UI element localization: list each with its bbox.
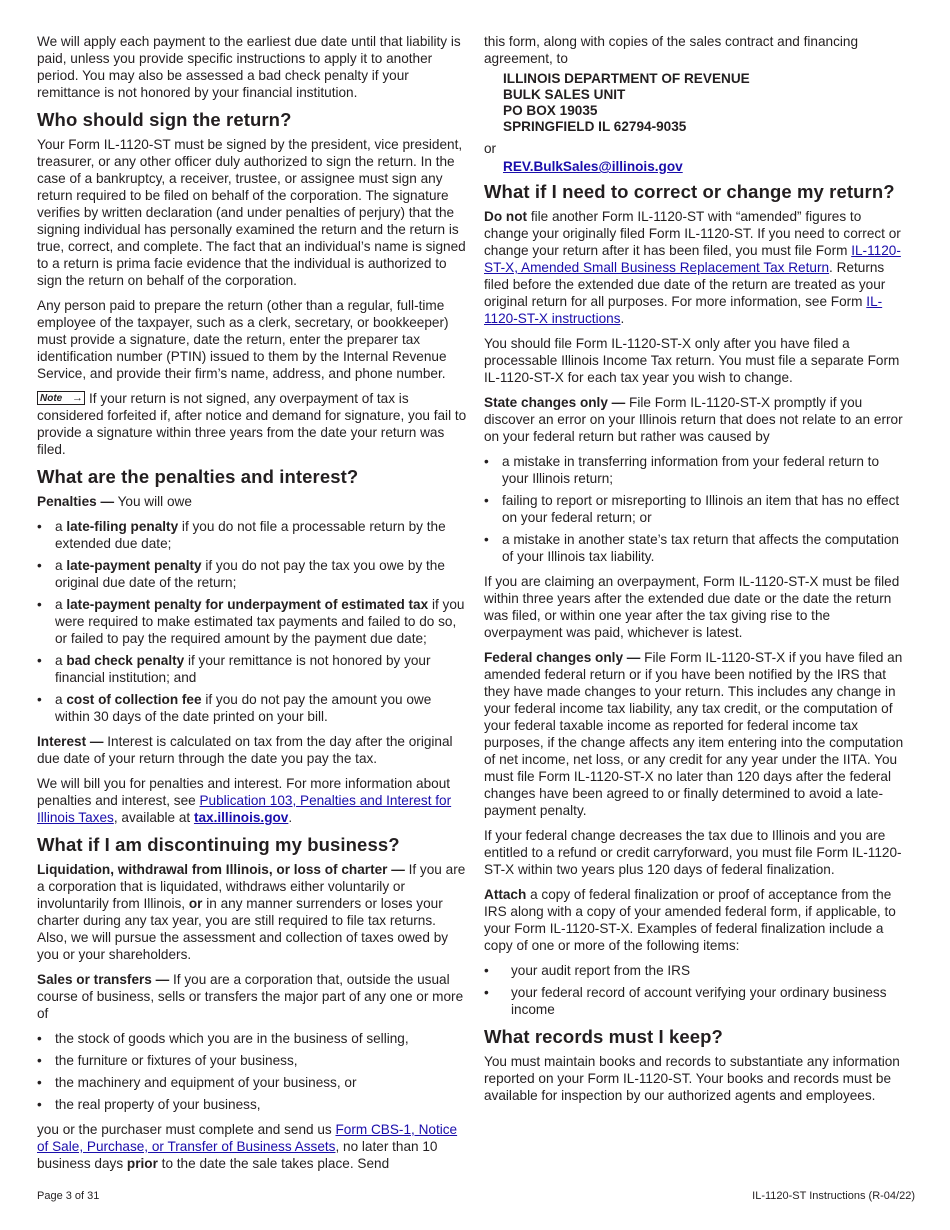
list-item: • a late-payment penalty for underpayment of estimated tax if you were required to make estimated tax payments and failed to do so, or failed to pay the required amount by the payment due date;: [37, 596, 467, 647]
list-item: • your audit report from the IRS: [484, 962, 909, 979]
liquidation-label: Liquidation, withdrawal from Illinois, or loss of charter —: [37, 862, 405, 877]
penalties-label: Penalties —: [37, 494, 115, 509]
left-column: [37, 33, 467, 1180]
list-item: • the furniture or fixtures of your business,: [37, 1052, 467, 1069]
address-line: SPRINGFIELD IL 62794-9035: [503, 119, 687, 134]
federal-changes-label: Federal changes only —: [484, 650, 641, 665]
list-item: • the stock of goods which you are in the business of selling,: [37, 1030, 467, 1047]
list-item: • a bad check penalty if your remittance is not honored by your financial institution; and: [37, 652, 467, 686]
correct-paragraph-1: Do not file another Form IL-1120-ST with “amended” figures to change your originally filed Form IL-1120-ST. If you need to correct or change your return after it has been filed, you must file Form IL-1120-ST-X, Amended Small Business Replacement Tax Return. Returns filed before the extended due date of the return are treated as your original return for all purposes. For more information, see Form IL-1120-ST-X instructions.: [484, 209, 901, 326]
attach-paragraph: Attach a copy of federal finalization or proof of acceptance from the IRS along with a copy of your amended federal form, if applicable, to your Form IL-1120-ST-X. Examples of federal finalization include a copy of one or more of the following items:: [484, 887, 896, 953]
federal-changes-paragraph: Federal changes only — File Form IL-1120-ST-X if you have filed an amended federal return or if you have been notified by the IRS that they have made changes to your return. This includes any change in your federal income tax liability, any tax credit, or the computation of your federal taxable income as reported for federal income tax purposes, if the change affects any item entering into the computation of net income, net loss, or any credit for any year under the IITA. You must file Form IL-1120-ST-X no later than 120 days after the federal changes have been agreed to or finally determined to avoid a late-payment penalty.: [484, 650, 904, 818]
email-row: [503, 158, 909, 175]
interest-label: Interest —: [37, 734, 104, 749]
sign-note: [37, 390, 467, 458]
or-text: or: [484, 141, 497, 156]
list-item: • a late-payment penalty if you do not pay the tax you owe by the original due date of the return;: [37, 557, 467, 591]
send-paragraph: you or the purchaser must complete and send us Form CBS-1, Notice of Sale, Purchase, or Transfer of Business Assets, no later than 10 business days prior to the date the sale takes place. Send: [37, 1122, 458, 1171]
penalties-list: [37, 518, 467, 725]
form-cbs-1-link[interactable]: Form CBS-1, Notice of Sale, Purchase, or Transfer of Business Assets: [37, 1122, 458, 1154]
address-line: BULK SALES UNIT: [503, 87, 626, 102]
list-item: • your federal record of account verifying your ordinary business income: [484, 984, 909, 1018]
bulk-sales-email-link[interactable]: REV.BulkSales@illinois.gov: [503, 159, 683, 174]
state-changes-label: State changes only —: [484, 395, 626, 410]
list-item: • the machinery and equipment of your business, or: [37, 1074, 467, 1091]
address-line: ILLINOIS DEPARTMENT OF REVENUE: [503, 71, 750, 86]
heading-who-should-sign: Who should sign the return?: [37, 109, 292, 130]
mailing-address: [503, 71, 909, 135]
state-changes-paragraph: State changes only — File Form IL-1120-ST-X promptly if you discover an error on your Illinois return that does not relate to an error on your federal return but rather was caused by: [484, 395, 903, 444]
penalties-lead-text: You will owe: [114, 494, 192, 509]
list-item: • failing to report or misreporting to Illinois an item that has no effect on your federal return; or: [484, 492, 909, 526]
heading-records: What records must I keep?: [484, 1026, 723, 1047]
billing-paragraph: We will bill you for penalties and interest. For more information about penalties and interest, see Publication 103, Penalties and Interest for Illinois Taxes, available at tax.illinois.gov.: [37, 776, 452, 825]
sales-paragraph: Sales or transfers — If you are a corporation that, outside the usual course of business, sells or transfers the major part of any one or more of: [37, 972, 464, 1021]
liquidation-paragraph: Liquidation, withdrawal from Illinois, or loss of charter — If you are a corporation that is liquidated, withdraws either voluntarily or involuntarily from Illinois, or in any manner surrenders or loses your charter during any tax year, you are still required to file tax returns. Also, we will pursue the assessment and collection of taxes owed by you or your shareholders.: [37, 862, 466, 962]
heading-correct-return: What if I need to correct or change my return?: [484, 181, 895, 202]
sign-paragraph-2: Any person paid to prepare the return (other than a regular, full-time employee of the taxpayer, such as a clerk, secretary, or bookkeeper) must provide a signature, date the return, enter the preparer tax identification number (PTIN) issued to them by the Internal Revenue Service, and provide their firm’s name, address, and phone number.: [37, 298, 449, 381]
il-1120-st-x-form-link[interactable]: IL-1120-ST-X, Amended Small Business Replacement Tax Return: [484, 243, 901, 275]
sign-paragraph-1: Your Form IL-1120-ST must be signed by the president, vice president, treasurer, or any other officer duly authorized to sign the return. In the case of a bankruptcy, a receiver, trustee, or assignee must sign any return required to be filed on behalf of the corporation. The signature verifies by written declaration (and under penalties of perjury) that the signing individual has personally examined the return and the return is true, correct, and complete. The fact that an individual’s name is signed to a return is prima facie evidence that the individual is authorized to sign the return on behalf of the corporation.: [37, 137, 466, 288]
heading-discontinuing-business: What if I am discontinuing my business?: [37, 834, 400, 855]
sales-label: Sales or transfers —: [37, 972, 170, 987]
address-line: PO BOX 19035: [503, 103, 598, 118]
document-id: IL-1120-ST Instructions (R-04/22): [752, 1190, 915, 1202]
list-item: • a mistake in transferring information from your federal return to your Illinois return;: [484, 453, 909, 487]
publication-103-link[interactable]: Publication 103, Penalties and Interest for Illinois Taxes: [37, 793, 452, 825]
finalization-list: [484, 962, 909, 1018]
attach-label: Attach: [484, 887, 527, 902]
overpayment-paragraph: If you are claiming an overpayment, Form IL-1120-ST-X must be filed within three years after the extended due date or the date the return was filed, or within one year after the tax giving rise to the overpayment was paid, whichever is latest.: [484, 574, 900, 640]
note-icon: Note →: [37, 391, 85, 405]
tax-illinois-link[interactable]: tax.illinois.gov: [193, 810, 289, 825]
penalties-lead: [37, 493, 467, 510]
decrease-paragraph: If your federal change decreases the tax due to Illinois and you are entitled to a refund or credit carryforward, you must file Form IL-1120-ST-X within two years plus 120 days of federal finalization.: [484, 828, 902, 877]
list-item: • a cost of collection fee if you do not pay the amount you owe within 30 days of the date printed on your bill.: [37, 691, 467, 725]
page-number: Page 3 of 31: [37, 1190, 100, 1202]
note-text: If your return is not signed, any overpayment of tax is considered forfeited if, after notice and demand for signature, you fail to provide a signature within three years from the date your return was filed.: [37, 391, 467, 457]
right-column: [484, 33, 909, 1112]
list-item: • a late-filing penalty if you do not file a processable return by the extended due date;: [37, 518, 467, 552]
records-paragraph: You must maintain books and records to substantiate any information reported on your Form IL-1120-ST. Your books and records must be available for inspection by our authorized agents and employees.: [484, 1054, 900, 1103]
list-item: • the real property of your business,: [37, 1096, 467, 1113]
heading-penalties-interest: What are the penalties and interest?: [37, 466, 359, 487]
assets-list: [37, 1030, 467, 1113]
il-1120-st-x-instructions-link[interactable]: IL-1120-ST-X instructions: [484, 294, 883, 326]
list-item: • a mistake in another state’s tax return that affects the computation of your Illinois tax liability.: [484, 531, 909, 565]
interest-paragraph: Interest — Interest is calculated on tax from the day after the original due date of your return through the date you pay the tax.: [37, 734, 453, 766]
payment-intro: We will apply each payment to the earliest due date until that liability is paid, unless you provide specific instructions to apply it to another period. You may also be assessed a bad check penalty if your remittance is not honored by your financial institution.: [37, 34, 461, 100]
correct-paragraph-2: You should file Form IL-1120-ST-X only after you have filed a processable Illinois Income Tax return. You must file a separate Form IL-1120-ST-X for each tax year you wish to change.: [484, 336, 900, 385]
continued-paragraph: this form, along with copies of the sales contract and financing agreement, to: [484, 34, 859, 66]
state-changes-list: [484, 453, 909, 565]
